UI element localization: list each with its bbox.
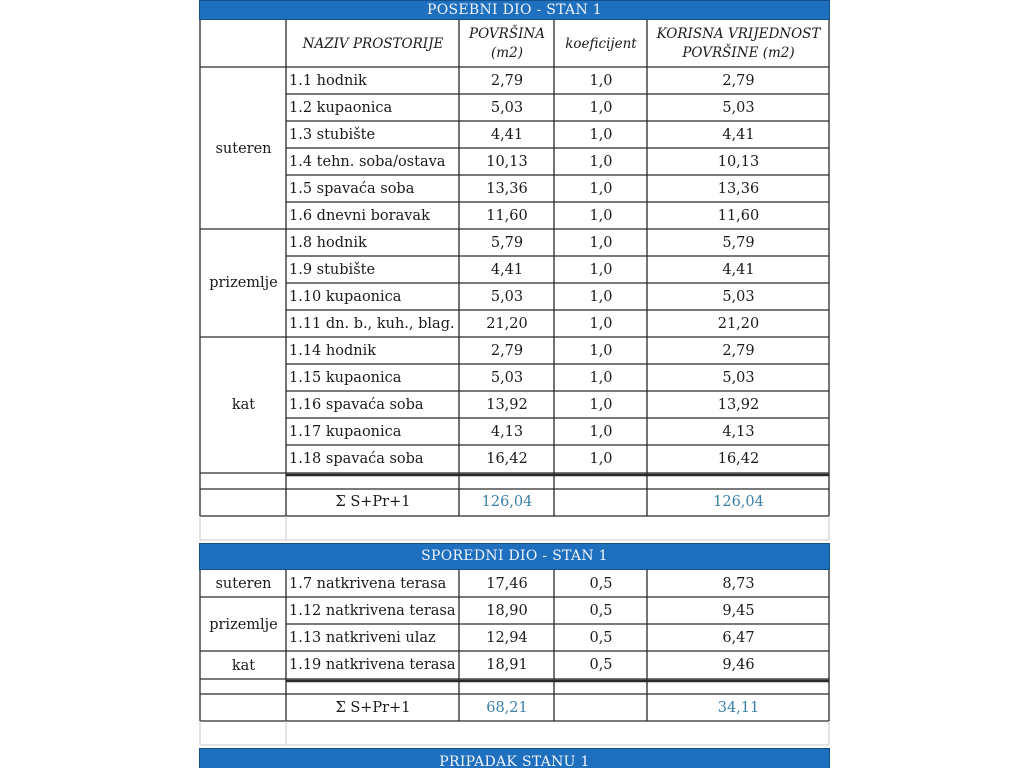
room-useful-area: 2,79 — [722, 73, 755, 89]
room-useful-area: 5,03 — [722, 370, 755, 386]
room-coefficient: 1,0 — [589, 289, 613, 305]
room-name: 1.2 kupaonica — [289, 100, 393, 116]
room-useful-area: 8,73 — [722, 576, 755, 592]
floor-label: kat — [231, 397, 256, 413]
area-table-sheet — [199, 0, 830, 768]
room-useful-area: 5,79 — [722, 235, 755, 251]
room-useful-area: 6,47 — [722, 630, 755, 646]
room-name: 1.7 natkrivena terasa — [289, 576, 447, 592]
room-area: 4,41 — [490, 127, 524, 143]
room-coefficient: 1,0 — [589, 235, 613, 251]
room-coefficient: 1,0 — [589, 424, 613, 440]
total-label: Σ S+Pr+1 — [335, 494, 411, 510]
room-name: 1.19 natkrivena terasa — [289, 657, 456, 673]
room-area: 5,03 — [490, 370, 524, 386]
room-coefficient: 0,5 — [589, 603, 613, 619]
header-area — [460, 25, 554, 63]
room-coefficient: 1,0 — [589, 100, 613, 116]
room-area: 18,91 — [486, 657, 528, 673]
room-name: 1.10 kupaonica — [289, 289, 402, 305]
total-label: Σ S+Pr+1 — [335, 700, 411, 716]
room-area: 16,42 — [486, 451, 528, 467]
floor-label: suteren — [215, 141, 272, 157]
room-name: 1.8 hodnik — [289, 235, 367, 251]
room-useful-area: 10,13 — [717, 154, 760, 170]
floor-label: kat — [231, 658, 256, 674]
floor-label: prizemlje — [209, 275, 278, 291]
room-area: 18,90 — [486, 603, 528, 619]
room-name: 1.1 hodnik — [289, 73, 367, 89]
room-coefficient: 1,0 — [589, 181, 613, 197]
room-coefficient: 1,0 — [589, 73, 613, 89]
section-title-pripadak: PRIPADAK STANU 1 — [199, 748, 830, 768]
room-coefficient: 1,0 — [589, 127, 613, 143]
room-useful-area: 5,03 — [722, 289, 755, 305]
total-useful-area: 34,11 — [717, 700, 760, 716]
room-coefficient: 1,0 — [589, 316, 613, 332]
header-area-line1: POVRŠINA — [469, 26, 545, 42]
room-useful-area: 4,13 — [722, 424, 755, 440]
room-name: 1.18 spavaća soba — [289, 451, 424, 467]
total-useful-area: 126,04 — [713, 494, 764, 510]
room-area: 11,60 — [486, 208, 528, 224]
room-area: 5,03 — [490, 100, 524, 116]
room-name: 1.11 dn. b., kuh., blag. — [289, 316, 455, 332]
room-coefficient: 0,5 — [589, 657, 613, 673]
room-coefficient: 1,0 — [589, 208, 613, 224]
room-useful-area: 4,41 — [722, 262, 755, 278]
header-useful-line2: POVRŠINE (m2) — [682, 45, 795, 61]
header-useful-area — [648, 25, 829, 63]
room-useful-area: 11,60 — [717, 208, 760, 224]
room-name: 1.5 spavaća soba — [289, 181, 415, 197]
room-name: 1.9 stubište — [289, 262, 376, 278]
room-useful-area: 21,20 — [717, 316, 760, 332]
room-area: 13,36 — [486, 181, 528, 197]
room-useful-area: 13,92 — [717, 397, 760, 413]
room-name: 1.6 dnevni boravak — [289, 208, 430, 224]
room-useful-area: 4,41 — [722, 127, 755, 143]
room-useful-area: 9,46 — [722, 657, 755, 673]
room-name: 1.3 stubište — [289, 127, 376, 143]
room-coefficient: 0,5 — [589, 576, 613, 592]
header-room-name: NAZIV PROSTORIJE — [302, 36, 444, 52]
room-name: 1.16 spavaća soba — [289, 397, 424, 413]
room-coefficient: 1,0 — [589, 370, 613, 386]
total-area: 126,04 — [481, 494, 533, 510]
room-useful-area: 5,03 — [722, 100, 755, 116]
room-area: 4,13 — [490, 424, 524, 440]
room-name: 1.12 natkrivena terasa — [289, 603, 456, 619]
room-coefficient: 1,0 — [589, 343, 613, 359]
room-name: 1.14 hodnik — [289, 343, 377, 359]
header-useful-line1: KORISNA VRIJEDNOST — [656, 26, 821, 42]
room-useful-area: 13,36 — [717, 181, 760, 197]
room-coefficient: 1,0 — [589, 262, 613, 278]
room-area: 2,79 — [490, 73, 524, 89]
room-coefficient: 1,0 — [589, 397, 613, 413]
room-useful-area: 9,45 — [722, 603, 755, 619]
room-useful-area: 2,79 — [722, 343, 755, 359]
room-name: 1.13 natkriveni ulaz — [289, 630, 436, 646]
room-useful-area: 16,42 — [717, 451, 760, 467]
room-area: 4,41 — [490, 262, 524, 278]
floor-label: prizemlje — [209, 617, 278, 633]
room-area: 5,03 — [490, 289, 524, 305]
room-coefficient: 1,0 — [589, 451, 613, 467]
room-area: 17,46 — [486, 576, 528, 592]
section-title-posebni-dio: POSEBNI DIO - STAN 1 — [199, 0, 830, 20]
room-area: 21,20 — [486, 316, 528, 332]
room-name: 1.15 kupaonica — [289, 370, 402, 386]
header-area-line2: (m2) — [491, 45, 523, 61]
room-area: 5,79 — [490, 235, 524, 251]
room-coefficient: 1,0 — [589, 154, 613, 170]
room-name: 1.4 tehn. soba/ostava — [289, 154, 446, 170]
room-area: 2,79 — [490, 343, 524, 359]
total-area: 68,21 — [486, 700, 528, 716]
room-area: 10,13 — [486, 154, 528, 170]
room-coefficient: 0,5 — [589, 630, 613, 646]
room-name: 1.17 kupaonica — [289, 424, 402, 440]
room-area: 12,94 — [486, 630, 528, 646]
section-title-sporedni-dio: SPOREDNI DIO - STAN 1 — [199, 543, 830, 570]
floor-label: suteren — [215, 576, 272, 592]
room-area: 13,92 — [486, 397, 528, 413]
header-coefficient: koeficijent — [565, 36, 637, 52]
